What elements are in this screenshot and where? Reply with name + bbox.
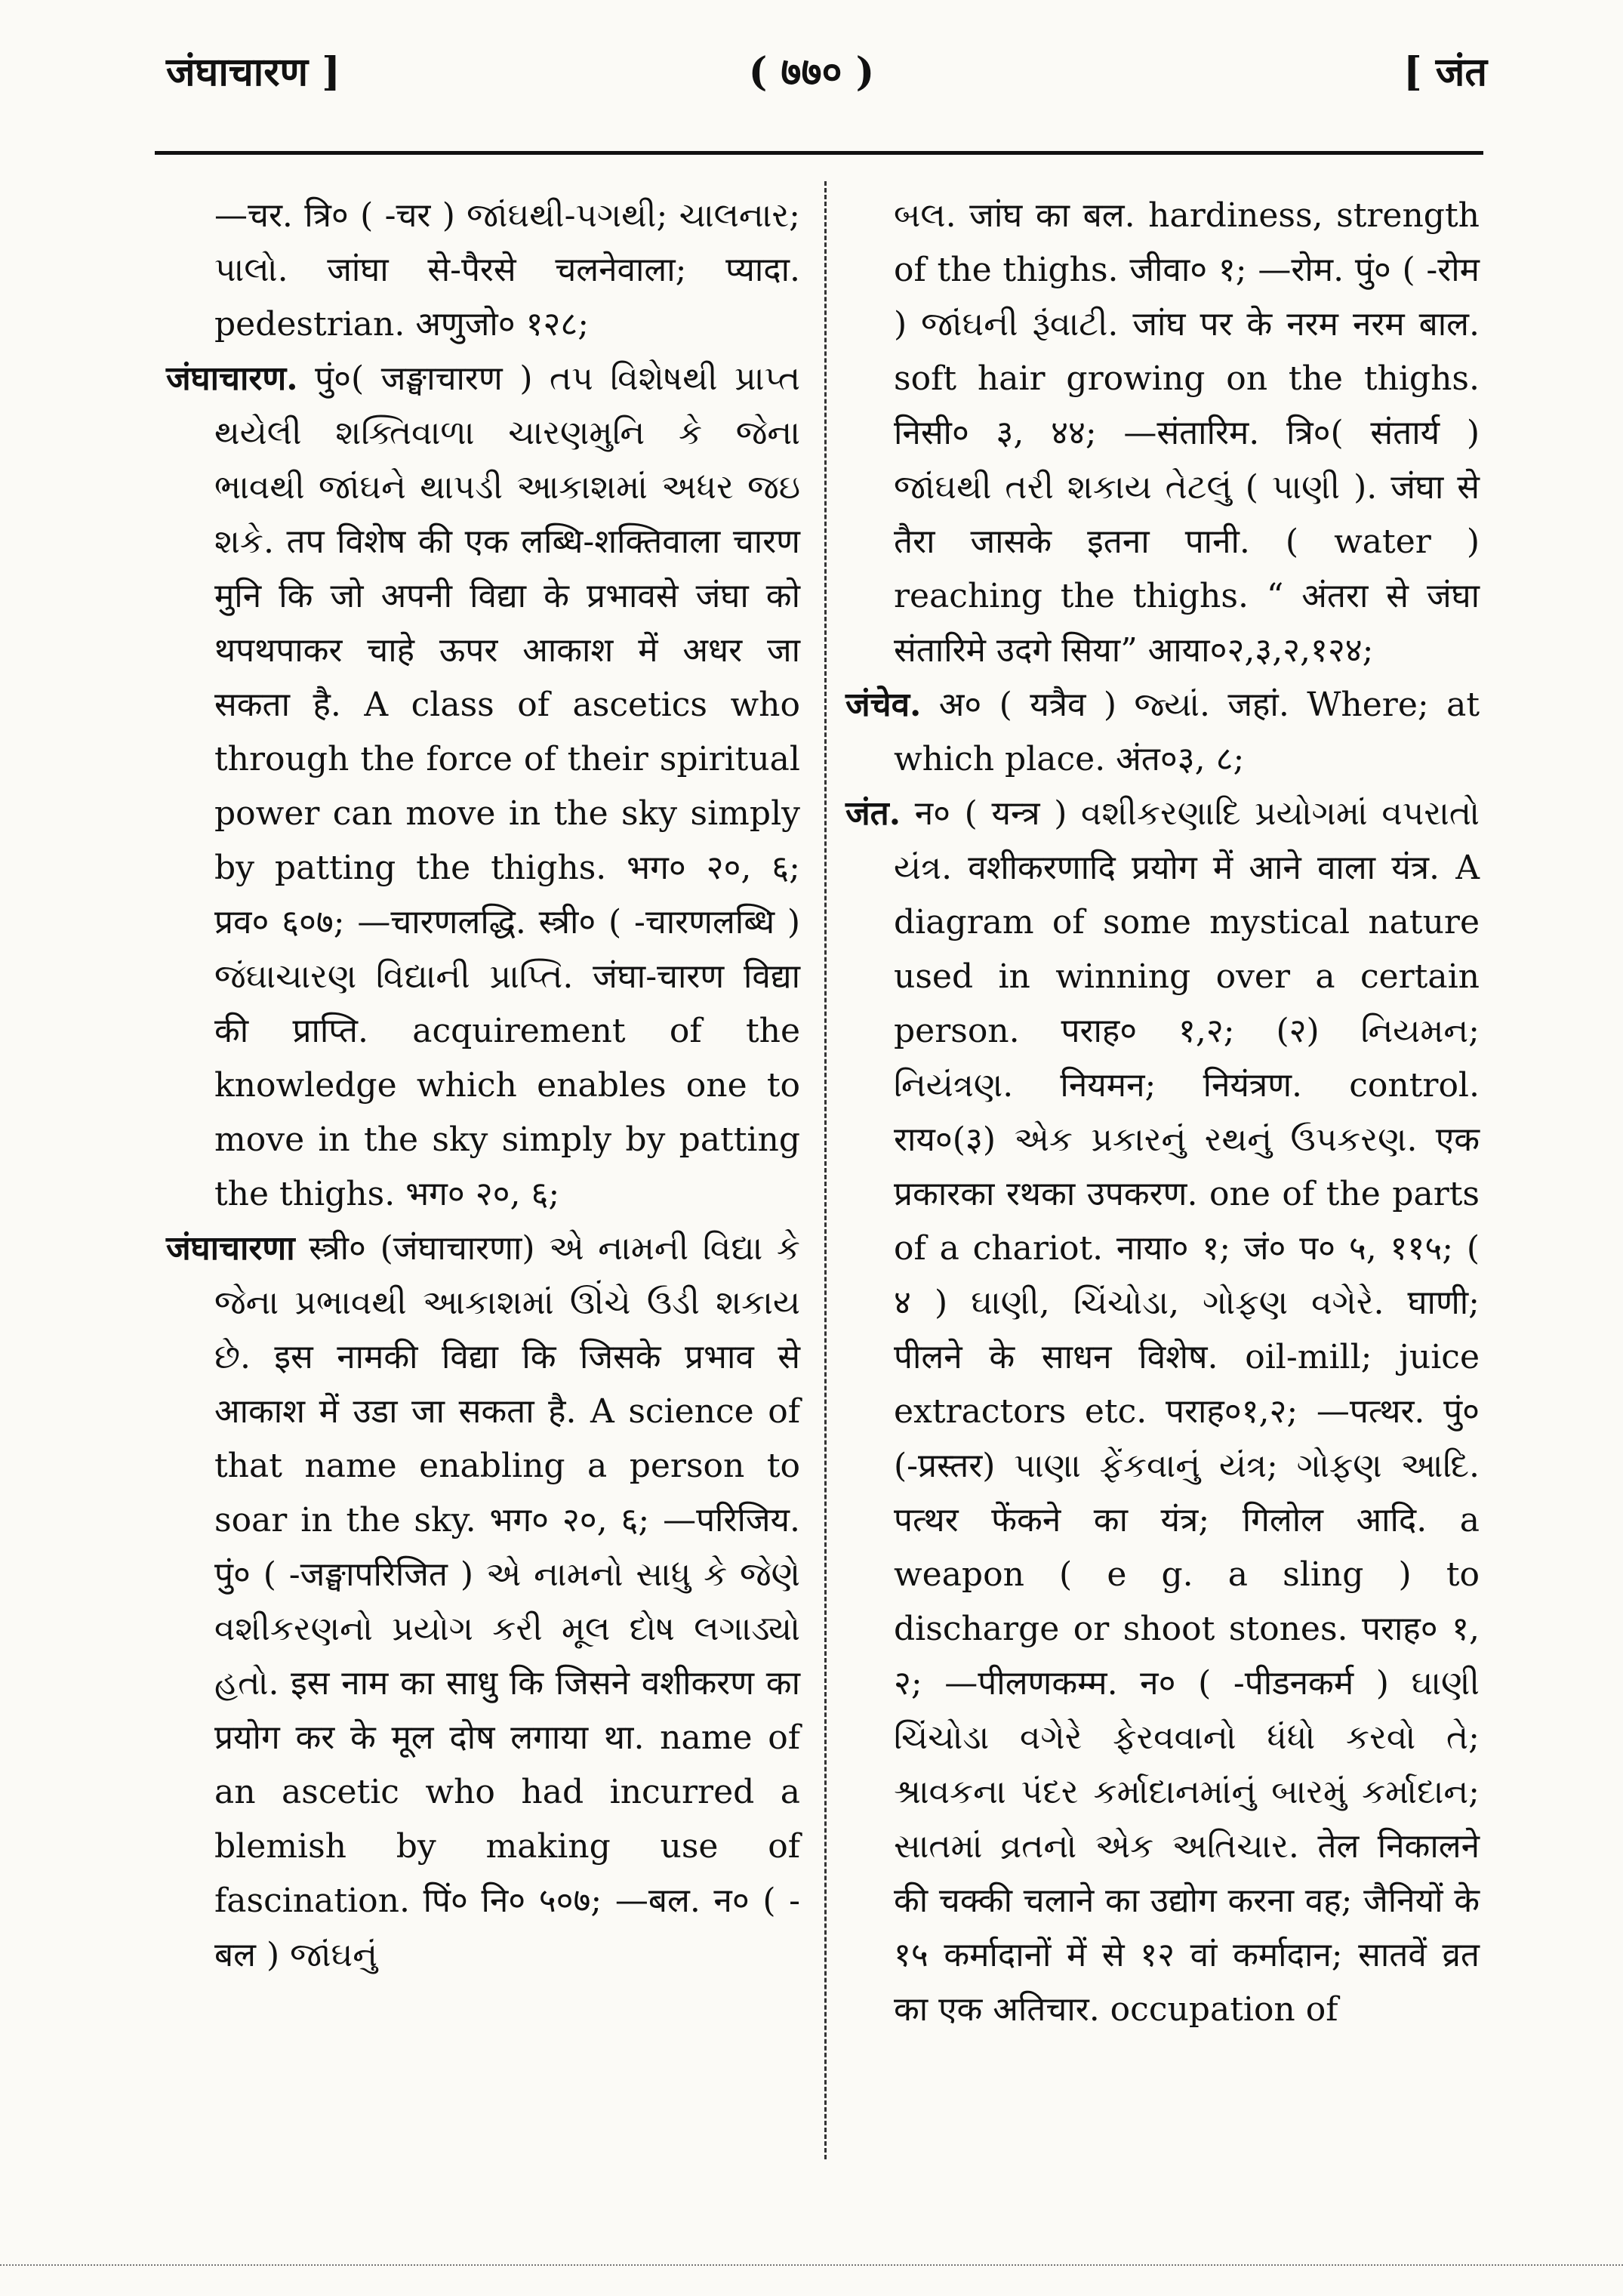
right-column bbox=[845, 189, 1480, 2037]
entry-body: पुं०( जङ्घाचारण ) તપ વિશેષથી પ્રાપ્ત થયેલી શક્તિવાળા ચારણમુનિ કે જેના ભાવથી જાંઘને થાપડી આકાશમાં અધર જઇ શકે. तप विशेष की एक लब्धि-शक्तिवाला चारण मुनि कि जो अपनी विद्या के प्रभावसे जंघा को थपथपाकर चाहे ऊपर आकाश में अधर जा सकता है. A class of ascetics who through the force of their spiritual power can move in the sky simply by patting the thighs. भग० २०, ६; प्रव० ६०७; —चारणलद्धि. स्त्री० ( -चारणलब्धि ) જંઘાચારણ વિદ્યાની પ્રાપ્તિ. जंघा-चारण विद्या की प्राप्ति. acquirement of the knowledge which enables one to move in the sky simply by patting the thighs. भग० २०, ६; bbox=[214, 359, 800, 1213]
dictionary-entry bbox=[845, 787, 1480, 2037]
page-bottom-edge bbox=[0, 2264, 1623, 2266]
header-rule bbox=[155, 151, 1483, 155]
entry-headword: जंघाचारणा bbox=[166, 1229, 295, 1268]
entry-headword: जंचेव. bbox=[845, 686, 922, 724]
left-column bbox=[166, 189, 800, 1983]
page-number: ( ७७० ) bbox=[748, 49, 875, 95]
entry-continuation bbox=[845, 189, 1480, 678]
column-divider bbox=[824, 181, 827, 2159]
entry-continuation bbox=[166, 189, 800, 352]
entry-headword: जंत. bbox=[845, 794, 901, 833]
entry-body: न० ( यन्त्र ) વશીકરણાદિ પ્રયોગમાં વપરાતો યંત્ર. वशीकरणादि प्रयोग में आने वाला यंत्र. A diagram of some mystical nature used in winning over a certain person. पराह० १,२; (२) નિયમન; નિયંત્રણ. नियमन; नियंत्रण. control. राय०(३) એક પ્રકારનું રથનું ઉપકરણ. एक प्रकारका रथका उपकरण. one of the parts of a chariot. नाया० १; जं० प० ५, ११५; ( ४ ) ઘાણી, ચિંચોડા, ગોફણ વગેરે. घाणी; पीलने के साधन विशेष. oil-mill; juice extractors etc. पराह०१,२; —पत्थर. पुं० (-प्रस्तर) પાણા ફેંકવાનું યંત્ર; ગોફણ આદિ. पत्थर फेंकने का यंत्र; गिलोल आदि. a weapon ( e g. a sling ) to discharge or shoot stones. पराह० १, २; —पीलणकम्म. न० ( -पीडनकर्म ) ઘાણી ચિંચોડા વગેરે ફેરવવાનો ધંધો કરવો તે; શ્રાવકના પંદર કર્માદાનમાંનું બારમું કર્માદાન; સાતમાં વ્રતનો એક અતિચાર. तेल निकालने की चक्की चलाने का उद्योग करना वह; जैनियों के १५ कर्मादानों में से १२ वां कर्मादान; सातवें व्रत का एक अतिचार. occupation of bbox=[894, 794, 1480, 2029]
running-head-right: [ जंत bbox=[1403, 49, 1487, 95]
entry-body: —चर. त्रि० ( -चर ) જાંઘથી-પગથી; ચાલનાર; પાલો. जांघा से-पैरसे चलनेवाला; प्यादा. pedestrian. अणुजो० १२८; bbox=[214, 196, 800, 344]
entry-body: स्त्री० (जंघाचारणा) એ નામની વિદ્યા કે જેના પ્રભાવથી આકાશમાં ઊંચે ઉડી શકાય છે. इस नामकी विद्या कि जिसके प्रभाव से आकाश में उडा जा सकता है. A science of that name enabling a person to soar in the sky. भग० २०, ६; —परिजिय. पुं० ( -जङ्घापरिजित ) એ નામનો સાધુ કે જેણે વશીકરણનો પ્રયોગ કરી મૂલ દોષ લગાડ્યો હતો. इस नाम का साधु कि जिसने वशीकरण का प्रयोग कर के मूल दोष लगाया था. name of an ascetic who had incurred a blemish by making use of fascination. पिं० नि० ५०७; —बल. न० ( -बल ) જાંઘનું bbox=[214, 1229, 800, 1974]
entry-body: अ० ( यत्रैव ) જ્યાં. जहां. Where; at which place. अंत०३, ८; bbox=[894, 686, 1480, 778]
entry-headword: जंघाचारण. bbox=[166, 359, 298, 398]
dictionary-entry bbox=[166, 1222, 800, 1983]
running-head-left: जंघाचारण ] bbox=[166, 49, 340, 95]
dictionary-entry bbox=[166, 352, 800, 1222]
dictionary-entry bbox=[845, 678, 1480, 787]
entry-body: બલ. जांघ का बल. hardiness, strength of the thighs. जीवा० १; —रोम. पुं० ( -रोम ) જાંઘની રૂંવાટી. जांघ पर के नरम नरम बाल. soft hair growing on the thighs. निसी० ३, ४४; —संतारिम. त्रि०( संतार्य ) જાંઘથી તરી શકાય તેટલું ( પાણી ). जंघा से तैरा जासके इतना पानी. ( water ) reaching the thighs. “ अंतरा से जंघा संतारिमे उदगे सिया” आया०२,३,२,१२४; bbox=[894, 196, 1480, 670]
